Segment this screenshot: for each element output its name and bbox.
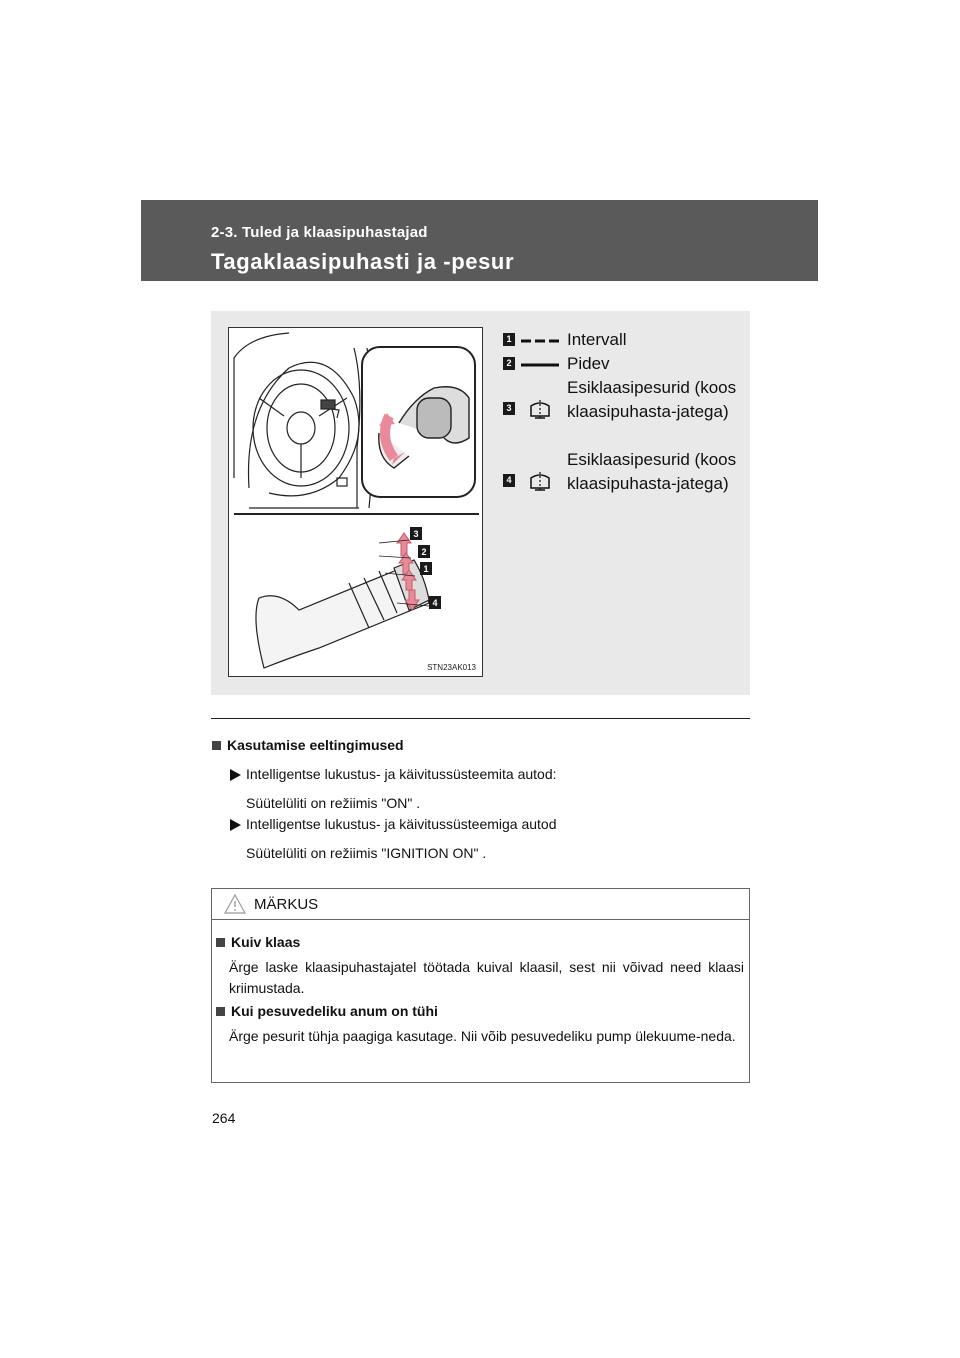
legend-number: 2: [503, 357, 515, 370]
callout-badge: 4: [432, 598, 438, 608]
legend-number: 3: [503, 402, 515, 415]
legend-text: Esiklaasipesurid (koos klaasipuhasta-jatega): [567, 450, 737, 493]
page-number: 264: [212, 1110, 236, 1126]
condition-line: Süütelüliti on režiimis "IGNITION ON" .: [246, 845, 487, 861]
chapter-header: [141, 200, 818, 281]
wiper-switch-illustration: [228, 327, 483, 677]
notice-item-body: Ärge laske klaasipuhastajatel töötada kuival klaasil, sest nii võivad need klaasi kriimustada.: [229, 959, 744, 996]
square-bullet-icon: [212, 741, 221, 750]
condition-line: Süütelüliti on režiimis "ON" .: [246, 795, 421, 811]
rear-washer-icon: [519, 398, 561, 420]
square-bullet-icon: [216, 938, 225, 947]
notice-item-heading: Kui pesuvedeliku anum on tühi: [216, 1003, 438, 1019]
arrow-bullet-icon: [230, 769, 241, 781]
figure-panel: [211, 311, 750, 695]
intermittent-dashed-line-icon: [519, 330, 561, 352]
rear-washer-icon: [519, 470, 561, 492]
legend-number: 4: [503, 474, 515, 487]
legend-text: Pidev: [567, 354, 610, 373]
notice-item-body: Ärge pesurit tühja paagiga kasutage. Nii võib pesuvedeliku pump ülekuume-neda.: [229, 1028, 736, 1044]
callout-badge: 2: [421, 547, 427, 557]
callout-badge: 3: [413, 529, 419, 539]
legend-number: 1: [503, 333, 515, 346]
callout-badge: 1: [423, 564, 429, 574]
notice-title: MÄRKUS: [254, 896, 319, 913]
continuous-line-icon: [519, 354, 561, 376]
page-title: Tagaklaasipuhasti ja -pesur: [211, 249, 515, 274]
section-label: 2-3. Tuled ja klaasipuhastajad: [211, 224, 428, 241]
notice-item-heading: Kuiv klaas: [216, 934, 300, 950]
wiper-lever-drawing: [229, 328, 484, 678]
condition-line: Intelligentse lukustus- ja käivitussüsteemita autod:: [246, 766, 557, 782]
square-bullet-icon: [216, 1007, 225, 1016]
notice-header: [212, 889, 749, 920]
section-divider: [211, 718, 750, 719]
arrow-bullet-icon: [230, 819, 241, 831]
conditions-heading: Kasutamise eeltingimused: [212, 737, 404, 753]
condition-line: Intelligentse lukustus- ja käivitussüsteemiga autod: [246, 816, 557, 832]
legend-text: Intervall: [567, 330, 627, 349]
notice-box: [211, 888, 750, 1083]
figure-code: STN23AK013: [427, 663, 476, 672]
legend-text: Esiklaasipesurid (koos klaasipuhasta-jatega): [567, 378, 737, 421]
warning-triangle-icon: [224, 894, 246, 914]
